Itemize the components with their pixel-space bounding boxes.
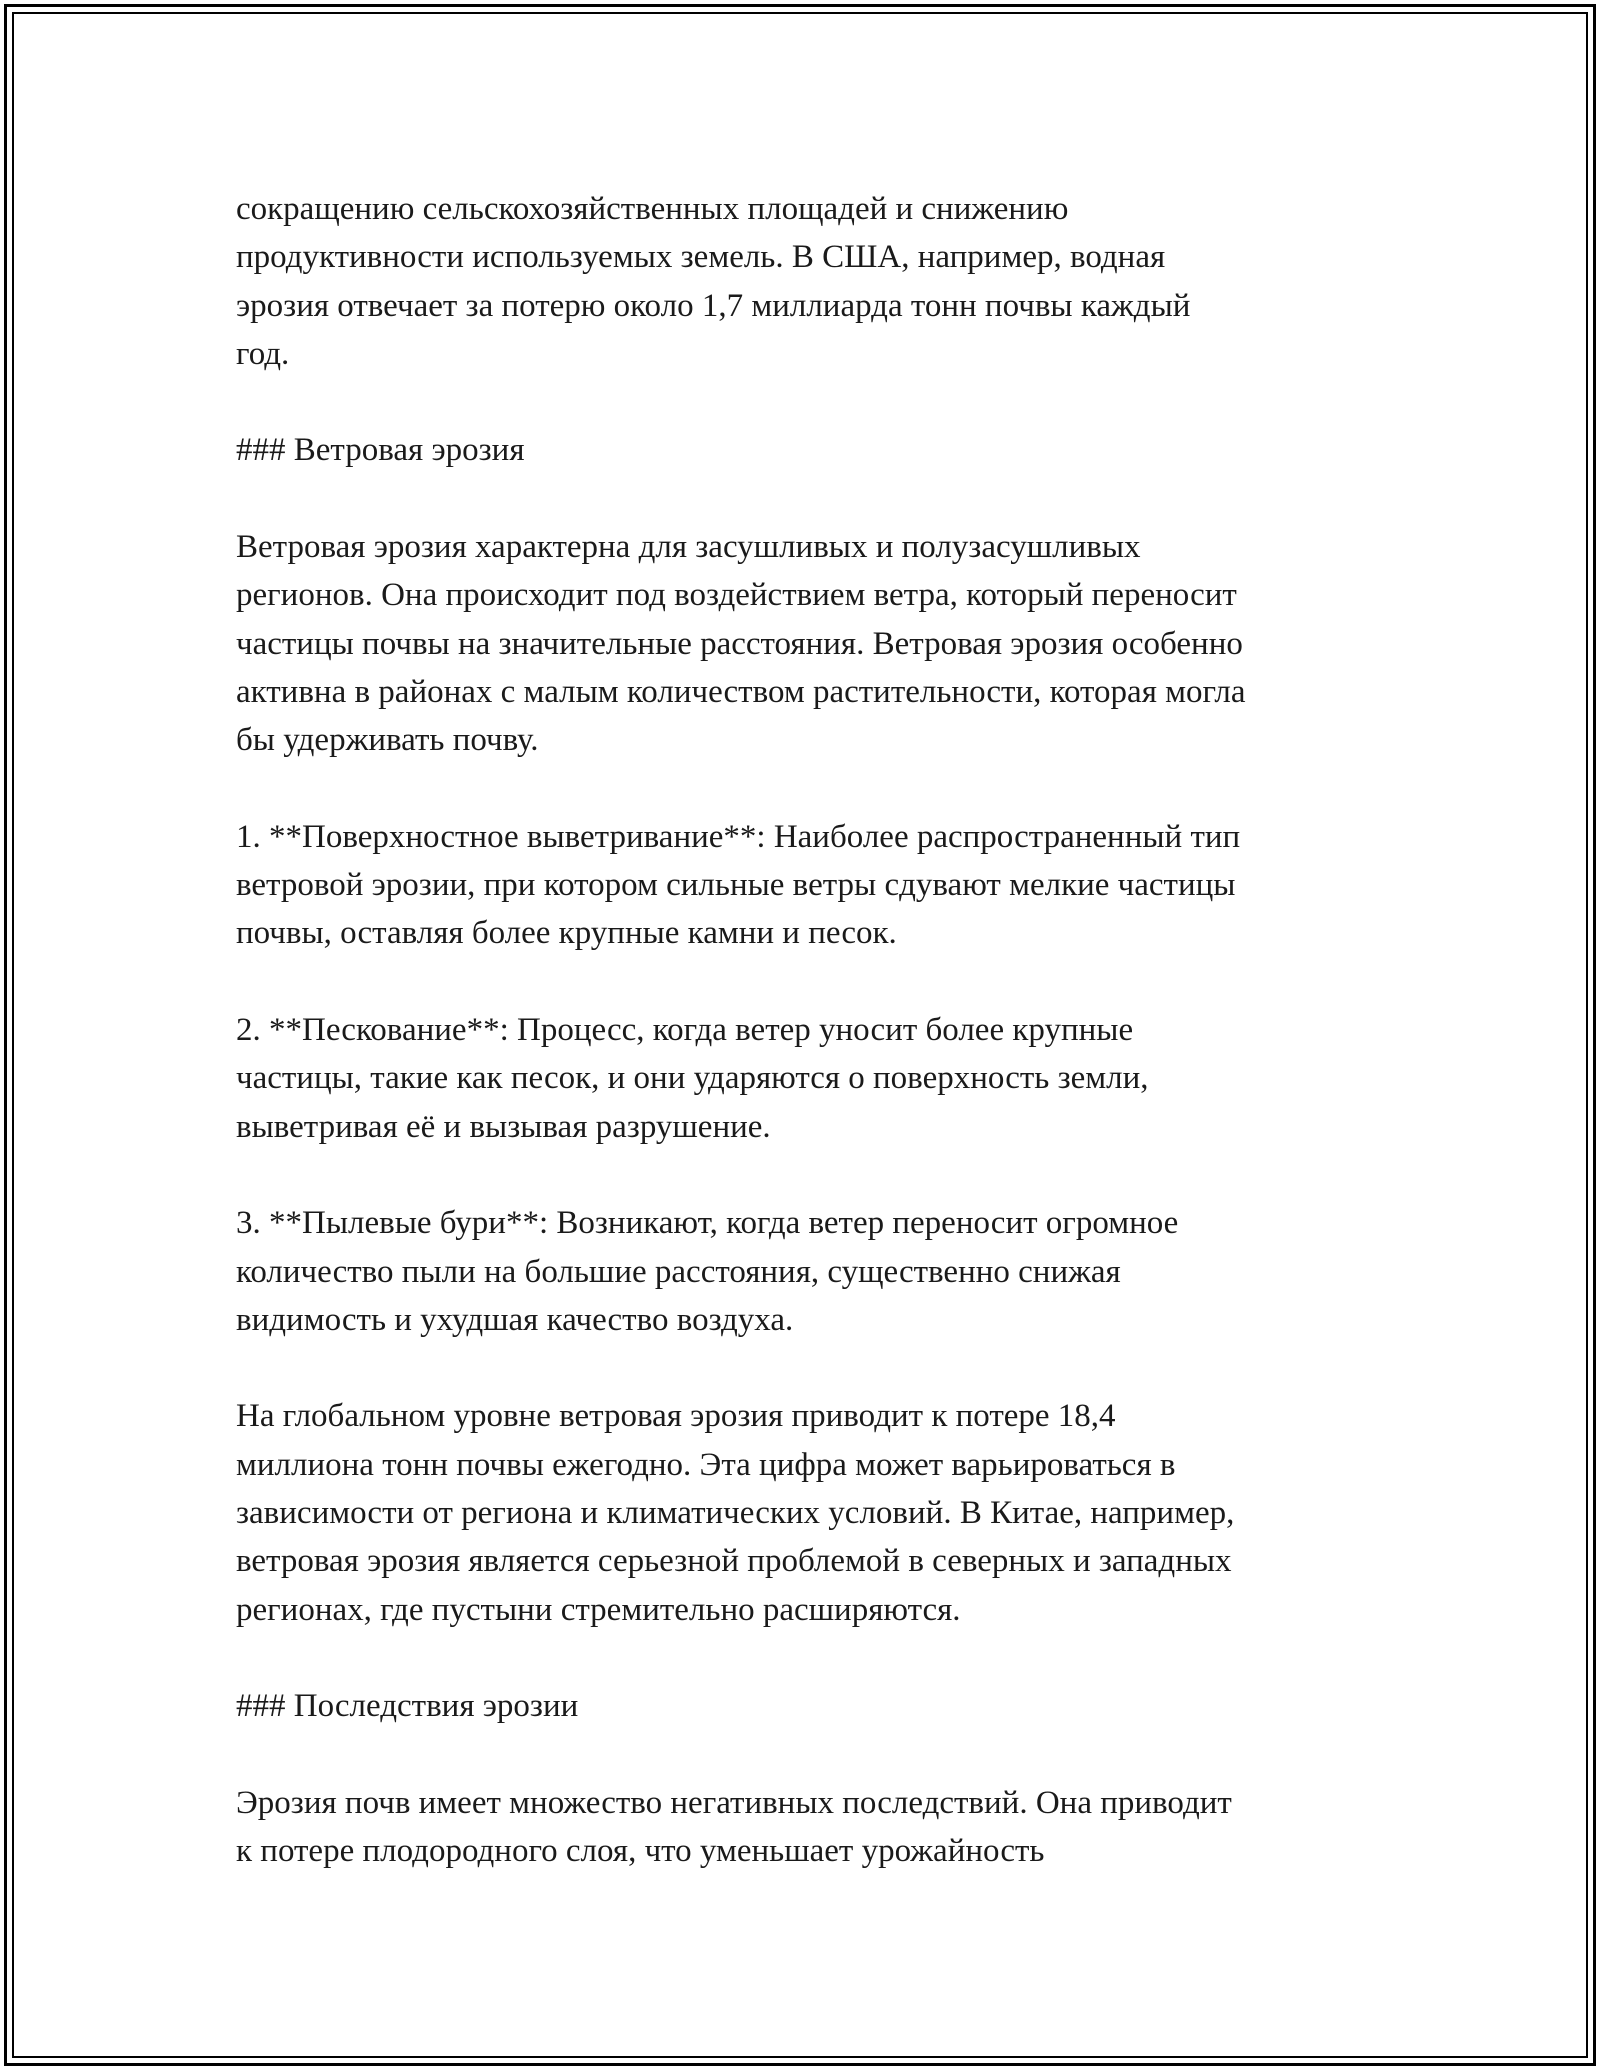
- paragraph-wind-erosion-intro: Ветровая эрозия характерна для засушливых и полузасушливых регионов. Она происходит под воздействием ветра, который переносит частицы почвы на значительные расстояния. Ветровая эрозия особенно активна в районах с малым количеством растительности, которая могла бы удерживать почву.: [236, 529, 1246, 759]
- paragraph-water-erosion-end: сокращению сельскохозяйственных площадей и снижению продуктивности используемых земель. В США, например, водная эрозия отвечает за потерю около 1,7 миллиарда тонн почвы каждый год.: [236, 191, 1191, 372]
- paragraph-erosion-consequences: Эрозия почв имеет множество негативных последствий. Она приводит к потере плодородного слоя, что уменьшает урожайность: [236, 1784, 1232, 1870]
- list-item-sanding: 2. **Пескование**: Процесс, когда ветер уносит более крупные частицы, такие как песок, и они ударяются о поверхность земли, выветривая её и вызывая разрушение.: [236, 1012, 1149, 1145]
- document-body: [236, 185, 1376, 1875]
- paragraph-global-wind-erosion: На глобальном уровне ветровая эрозия приводит к потере 18,4 миллиона тонн почвы ежегодно. Эта цифра может варьироваться в зависимости от региона и климатических условий. В Китае, например, ветровая эрозия является серьезной проблемой в северных и западных регионах, где пустыни стремительно расширяются.: [236, 1398, 1235, 1628]
- heading-erosion-consequences: ### Последствия эрозии: [236, 1688, 579, 1725]
- list-item-surface-weathering: 1. **Поверхностное выветривание**: Наиболее распространенный тип ветровой эрозии, при котором сильные ветры сдувают мелкие частицы почвы, оставляя более крупные камни и песок.: [236, 818, 1241, 952]
- list-item-dust-storms: 3. **Пылевые бури**: Возникают, когда ветер переносит огромное количество пыли на большие расстояния, существенно снижая видимость и ухудшая качество воздуха.: [236, 1205, 1179, 1338]
- heading-wind-erosion: ### Ветровая эрозия: [236, 432, 525, 469]
